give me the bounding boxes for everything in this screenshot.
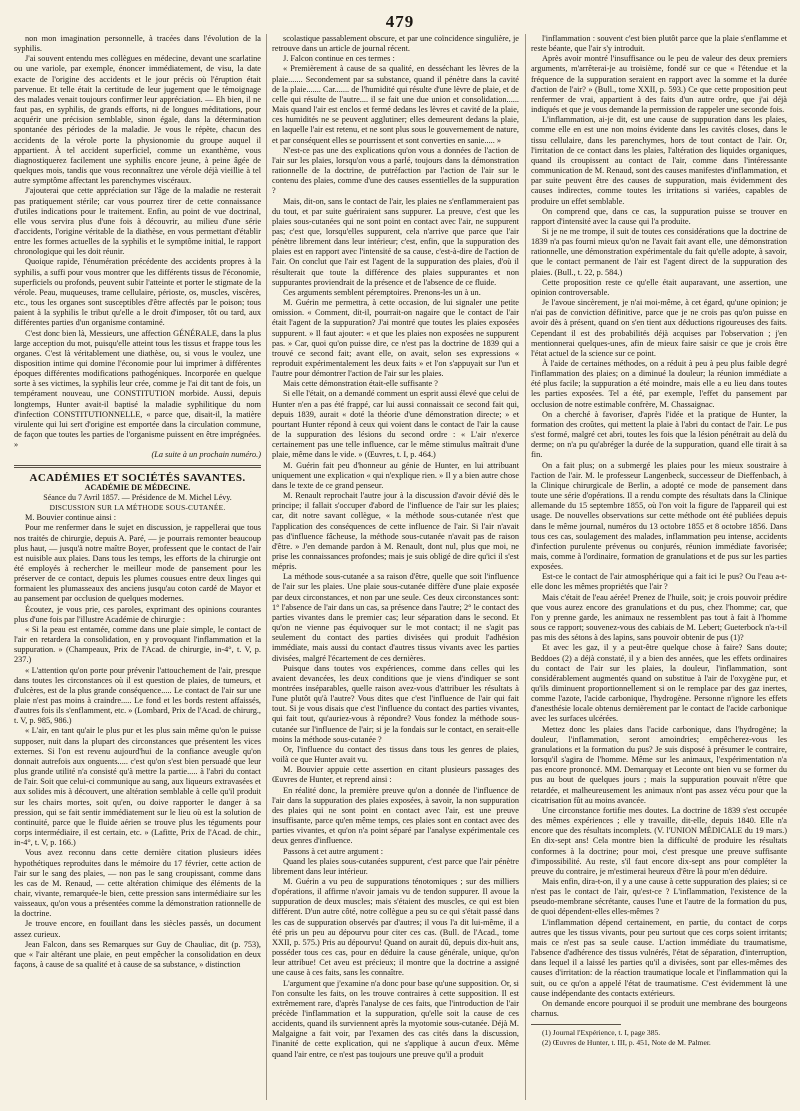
paragraph: « L'attention qu'on porte pour prévenir l'attouchement de l'air, presque dans toutes les circonstances où il est question de plaies, de tumeurs, et d'ulcères, est de la plus grande conséquence..... Le contact de l'air sur une plaie n'est pas moins à craindre..... Le fond et les bords restent affaissés, d'autres fois ils s'enflamment, etc. » (Lombard, Prix de l'Acad. de chirurg., t. V, p. 985, 986.) bbox=[14, 665, 261, 726]
paragraph: On a fait plus; on a submergé les plaies pour les mieux soustraire à l'action de l'air. M. le professeur Langenbeck, successeur de Dieffenbach, à la Clinique chirurgicale de Berlin, a adopté ce mode de pansement dans toute une série d'opérations. Il a rendu compte des résultats dans la Clinique allemande du 15 septembre 1855, où l'on voit la figure de l'appareil qui est usage. De nouvelles observations sur cette méthode ont été publiées depuis dans le même journal, numéros du 13 octobre 1855 et 8 octobre 1856. Dans tous ces cas, soulagement des malades, inflammation peu intense, accidents d'infection purulente prévenus ou conjurés, réunion immédiate favorisée; mais, comme à l'ordinaire, formation de granulations et de pus sur les parties exposées. bbox=[531, 460, 787, 572]
paragraph: « Premièrement à cause de sa qualité, en desséchant les lèvres de la plaie....... Secondement par sa substance, quand il pénètre dans la cavité de la plaie....... Car....... de l'humidité qui résulte d'une lèvre de plaie, et de celle qui résulte de l'autre.... il se fait une due union et consolidation...... Mais quand l'air est enclos et fermé dedans les lèvres et cavité de la plaie, ces humidités ne se peuvent agglutiner; elles demeurent dedans la plaie, en laquelle l'air est retenu, et ne sont plus sous le gouvernement de nature, et par conséquent elles se pourrissent et sont converties en sanie..... » bbox=[272, 64, 519, 145]
paragraph: On demande encore pourquoi il se produit une membrane des bourgeons charnus. bbox=[531, 998, 787, 1018]
paragraph: L'inflammation, ai-je dit, est une cause de suppuration dans les plaies, comme elle en est une non moins évidente dans les cavités closes, dans le tissu cellulaire, dans les parenchymes, hors de tout contact de l'air. Or, l'irritation de ce contact dans les plaies, l'altération des liquides organiques, quand ils croupissent au contact de l'air, comme dans l'intéressante communication de M. Renaud, sont des causes manifestes d'inflammation, et par suite peuvent être des causes de suppuration, mais évidemment des causes indirectes, comme toutes les irritations si variées, capables de produire un effet semblable. bbox=[531, 115, 787, 206]
paragraph: Vous avez reconnu dans cette dernière citation plusieurs idées hypothétiques reproduites dans le mémoire du 17 février, cette action de l'air sur le sang des plaies, — non pas le sang croupissant, comme dans les cas de M. Renaud, — cette altération chimique des éléments de la chair, vivante, remarquée-le bien, cette pression sans intermédiaire sur les vaisseaux, qu'on vous a présentées comme la démonstration rationnelle de la doctrine. bbox=[14, 848, 261, 919]
paragraph: À l'aide de certaines méthodes, on a réduit à peu à peu plus faible degré l'inflammation des plaies; on a diminué la douleur; la réunion immédiate a été plus facile; la suppuration a été moindre, mais elle a eu lieu dans toutes les parties exposées. Tel a été, par exemple, l'effet du pansement par occlusion de notre estimable confrère, M. Chassaignac. bbox=[531, 359, 787, 409]
paragraph: Jean Falcon, dans ses Remarques sur Guy de Chauliac, dit (p. 753), que « l'air altérant une plaie, en peut empêcher la consolidation en deux façons, à cause de sa qualité et à cause de sa substance, » distinction bbox=[14, 939, 261, 970]
session-line: Séance du 7 Avril 1857. — Présidence de M. Michel Lévy. bbox=[43, 492, 232, 502]
paragraph: L'argument que j'examine n'a donc pour base qu'une supposition. Or, si l'on consulte les faits, on les trouve contraires à cette supposition. Il est extrêmement rare, d'après l'analyse de ces faits, que l'introduction de l'air précède l'inflammation et la suppuration, qu'elle soit la cause de ces accidents, quand ils surviennent après la myotomie sous-cutanée. Déjà M. Malgaigne a fait voir, par l'examen des cas cités dans la discussion, l'inanité de cette explication, qui ne s'applique à aucun d'eux. Même quand l'air entre, ce n'est pas toujours une preuve qu'il a produit bbox=[272, 978, 519, 1059]
paragraph: Après avoir montré l'insuffisance ou le peu de valeur des deux premiers arguments, m'arrêterai-je au troisième, fondé sur ce que « l'étendue et la fréquence de la suppuration seraient en rapport avec la somme et la durée d'action de l'air? » (Bull., tome XXII, p. 593.) Ce que cette proposition peut renfermer de vrai, appartient à des faits d'un autre ordre, que j'ai déjà indiqués et que je vous demande la permission de rappeler une seconde fois. bbox=[531, 54, 787, 115]
paragraph: Si elle l'était, on a demandé comment un esprit aussi élevé que celui de Hunter n'en a pas été frappé, car lui aussi connaissait ce second fait qui, depuis 1839, aurait « doté la théorie d'une démonstration directe; » et pourtant Hunter répond à ceux qui voient dans le contact de l'air la cause de la suppuration des lésions du second ordre : « L'air n'exerce certainement pas une telle influence, car le même stimulus maîtrait d'une plaie, même dans le vide. » (Œuvres, t. I, p. 464.) bbox=[272, 389, 519, 460]
middle-column bbox=[272, 34, 519, 1104]
footnote: (2) Œuvres de Hunter, t. III, p. 451, Note de M. Palmer. bbox=[542, 1037, 711, 1047]
paragraph: N'est-ce pas une des explications qu'on vous a données de l'action de l'air sur les plaies, lorsqu'on vous a parlé, toujours dans la démonstration rationnelle de la doctrine, de putréfaction par l'action de l'air sur le contenu des plaies, comme d'une des causes essentielles de la suppuration ? bbox=[272, 145, 519, 196]
paragraph: Mais cette démonstration était-elle suffisante ? bbox=[283, 379, 438, 389]
page-number: 479 bbox=[385, 12, 415, 31]
paragraph: Pour me renfermer dans le sujet en discussion, je rappellerai que tous nos traités de chirurgie, depuis A. Paré, — je pourrais remonter beaucoup plus haut, — jusqu'à notre maître Boyer, professent que le contact de l'air est nuisible aux plaies. Dans tous les temps, les efforts de la chirurgie ont été employés à rechercher le meilleur mode de pansement pour les préserver de ce contact, depuis les plumes cousues entre deux linges qui formaient les plumasseaux des anciens jusqu'au coton cardé de Mayor et au pansement par occlusion de quelques modernes. bbox=[14, 523, 261, 604]
paragraph: Passons à cet autre argument : bbox=[283, 846, 384, 856]
paragraph: Quoique rapide, l'énumération précédente des accidents propres à la syphilis, a suffi pour vous montrer que les différents tissus de l'économie, superficiels ou profonds, peuvent subir l'atteinte et porter le stigmate de la vérole. Peau, muqueuses, trame cellulaire, périoste, os, muscles, viscères, etc., tous les organes sont susceptibles d'être affectés par le poison; tous paient à la syphilis le tribut qu'elle a le droit d'imposer, tôt ou tard, aux différentes parties d'un organisme contaminé. bbox=[14, 257, 261, 328]
paragraph: « L'air, en tant qu'air le plus pur et les plus sain même qu'on le puisse supposer, nuit dans la plupart des circonstances que présentent les vices externes. Si l'on est revenu aujourd'hui de la confiance aveugle qu'on donnait autrefois aux onguents..... c'est qu'on s'est bien persuadé que leur plus grande utilité n'a consisté qu'à mettre la partie..... à l'abri du contact de l'air. Soit que celui-ci communique au sang, aux liqueurs extravasées et aux solides mis à découvert, une altération semblable à celle qu'il produit sur les chairs mortes, soit qu'en, ou doive rapporter le danger à sa pression, qui se fait sentir immédiatement sur le lieu où est la solution de continuité, parce que le fluide aérien se trouve plus les téguments pour corps intermédiaire, il est certain, etc. » (Lafitte, Prix de l'Acad. de chir., in-4°, t. V, p. 166.) bbox=[14, 726, 261, 848]
paragraph: La méthode sous-cutanée a sa raison d'être, quelle que soit l'influence de l'air sur les plaies. Une plaie sous-cutanée diffère d'une plaie exposée par deux circonstances, et non par une seule. Ces deux circonstances sont: 1° l'absence de l'air dans un cas, sa présence dans l'autre; 2° le contact des parties vivantes dans le premier cas; leur séparation dans le second. Et qu'on ne vienne pas équivoquer sur le mot contact; il ne s'agit pas seulement du contact des parties divisées qui produit l'adhésion immédiate, mais aussi du contact d'autres tissus vivants avec les parties divisées, malgré l'écartement de ces dernières. bbox=[272, 572, 519, 663]
paragraph: Or, l'influence du contact des tissus dans tous les genres de plaies, voilà ce que Hunter avait vu. bbox=[272, 744, 519, 765]
paragraph: Une circonstance fortifie mes doutes. La doctrine de 1839 s'est occupée des mêmes expériences ; elle y travaille, dit-elle, depuis 1840. Elle n'a encore que des résultats incomplets. (V. l'UNION MÉDICALE du 19 mars.) En dix-sept ans! Cela montre bien la difficulté de produire les résultats conformes à la doctrine; pour moi, c'est presque une preuve suffisante d'impossibilité. Au reste, s'il faut encore dix-sept ans pour compléter la preuve du contraire, je m'estimerai heureux d'être là pour m'en déduire. bbox=[531, 805, 787, 876]
society-heading: ACADÉMIE DE MÉDECINE. bbox=[84, 482, 191, 492]
paragraph: M. Bouvier appuie cette assertion en citant plusieurs passages des Œuvres de Hunter, et reprend ainsi : bbox=[272, 765, 519, 785]
paragraph: scolastique passablement obscure, et par une coïncidence singulière, je retrouve dans un article de journal récent. bbox=[272, 34, 519, 54]
paragraph: Est-ce le contact de l'air atmosphérique qui a fait ici le pus? Ou l'eau a-t-elle donc les mêmes propriétés que l'air ? bbox=[531, 572, 787, 592]
paragraph: Mettez donc les plaies dans l'acide carbonique, dans l'hydrogène; la douleur, l'inflammation, seront amoindries; empêcherez-vous les granulations et la formation du pus? Je suis disposé à présumer le contraire, lorsqu'il s'agira de l'homme. Même sur les animaux, l'expérimentation n'a pas encore prononcé. MM. Demarquay et Leconte ont bien vu se former du pus au bout de quelques jours ; mais la suppuration pouvait n'être que retardée, et malheureusement les animaux n'ont pas assez vécu pour que la cicatrisation fût au moins avancée. bbox=[531, 724, 787, 805]
paragraph: Et avec les gaz, il y a peut-être quelque chose à faire? Sans doute; Beddoes (2) a déjà constaté, il y a bien des années, que les effets ordinaires du contact de l'air sur les plaies, la douleur, l'inflammation, sont considérablement augmentés quand on substitue à l'air de l'oxygène pur, et qu'ils diminuent proportionnellement si on le remplace par des gaz inertes, comme l'azote, l'acide carbonique, l'hydrogène. Personne n'ignore les effets d'anesthésie locale obtenus dernièrement par le contact de l'acide carbonique avec les surfaces ulcérées. bbox=[531, 643, 787, 724]
paragraph: M. Guérin me permettra, à cette occasion, de lui signaler une petite omission. « Comment, dit-il, pourrait-on nagaire que le contact de l'air était l'agent de la suppuration? J'ai montré que toutes les plaies exposées suppurent. » Il faut ajouter: « et que les plaies non exposées ne suppurent pas. » Car, quoi qu'on puisse dire, ce n'est pas la doctrine de 1839 qui a trouvé ce second fait; avant elle, on avait, selon ses expressions « reproduit expérimentalement les deux faits » et l'on s'appuyait sur l'un et l'autre pour démontrer l'action de l'air sur les plaies. bbox=[272, 298, 519, 379]
paragraph: Écoutez, je vous prie, ces paroles, exprimant des opinions courantes plus d'une fois par l'illustre Académie de chirurgie : bbox=[14, 604, 261, 624]
paragraph: Quand les plaies sous-cutanées suppurent, c'est parce que l'air pénètre librement dans leur intérieur. bbox=[272, 856, 519, 876]
paragraph: M. Guérin a vu peu de suppurations ténotomiques ; sur des milliers d'opérations, il affirme n'avoir jamais vu de tendon suppurer. Il avoue la suppuration de deux muscles; mais s'étaient des muscles, ce qui est bien différent. D'un autre côté, notre collègue a peu su ce qui s'était passé dans les cas de suppuration observés par d'autres; il vous l'a dit lui-même, il a été pris un peu au dépourvu pour citer ces cas. (Bull. de l'Acad., tome XXII, p. 575.) Pris au dépourvu! Quand on aurait dû, depuis dix-huit ans, posséder tous ces cas, pour en déduire la cause générale, unique, qu'on leur attribue! Cet aveu est précieux; il montre que la doctrine a assigné une cause à ces faits, sans les connaître. bbox=[272, 876, 519, 978]
paragraph: J. Falcon continue en ces termes : bbox=[283, 54, 395, 64]
paragraph: Cette proposition reste ce qu'elle était auparavant, une assertion, une opinion controversable. bbox=[531, 277, 787, 297]
paragraph: M. Renault reprochait l'autre jour à la discussion d'avoir dévié dès le principe; il fallait s'occuper d'abord de l'influence de l'air sur les plaies; car, dit notre savant collègue, « la méthode sous-cutanée n'est que l'application des conséquences de cette influence de l'air. Si l'air n'avait pas d'influence fâcheuse, la méthode sous-cutanée n'avait pas de raison d'être. » J'en demande pardon à M. Renault, dont nul, plus que moi, ne prise les connaissances profondes; mais je suis obligé de dire qu'ici il s'est mépris. bbox=[272, 491, 519, 572]
paragraph: Ces arguments semblent péremptoires. Prenons-les un à un. bbox=[283, 287, 481, 297]
paragraph: Je l'avoue sincèrement, je n'ai moi-même, à cet égard, qu'une opinion; je n'ai pas de conviction définitive, parce que je ne crois pas qu'on puisse en avoir dès à présent, quand on s'en tient aux déductions rigoureuses des faits. Cependant il est des probabilités déjà acquises par l'observation ; j'en mentionnerai quelques-unes, afin de mieux faire saisir ce que je crois être l'état actuel de la science sur ce point. bbox=[531, 298, 787, 358]
paragraph: M. Guérin fait peu d'honneur au génie de Hunter, en lui attribuant uniquement une explication « qui n'explique rien. » Il y a bien autre chose dans le texte de ce grand penseur. bbox=[272, 460, 519, 490]
paragraph: Je trouve encore, en fouillant dans les siècles passés, un document assez curieux. bbox=[14, 919, 261, 939]
section-title: ACADÉMIES ET SOCIÉTÉS SAVANTES. bbox=[29, 471, 246, 484]
column-divider bbox=[266, 34, 267, 1100]
footnote: (1) Journal l'Expérience, t. I, page 385. bbox=[542, 1028, 661, 1038]
discussion-heading: DISCUSSION SUR LA MÉTHODE SOUS-CUTANÉE. bbox=[49, 503, 226, 513]
paragraph: J'ajouterai que cette appréciation sur l'âge de la maladie ne resterait pas pratiquement stérile; car vous pourrez tirer de cette connaissance d'utiles indications pour le traitement. Enfin, au point de vue doctrinal, elle vous servira plus d'une fois à découvrir, au milieu d'une série d'accidents, l'origine véritable de la diathèse, en vous permettant d'établir entre les formes actuelles de la syphilis et le symptôme initial, le rapport chronologique qui les doit réunir. bbox=[14, 186, 261, 257]
paragraph: En réalité donc, la première preuve qu'on a donnée de l'influence de l'air dans la suppuration des plaies exposées, à savoir, la non suppuration des plaies qui ne sont point en contact avec l'air, est une preuve insuffisante, parce qu'en même temps, ces plaies sont en contact avec des parties vivantes, et qu'on n'a point séparé par l'analyse expérimentale ces deux genres d'influence. bbox=[272, 785, 519, 846]
section-divider bbox=[14, 467, 261, 468]
section-divider bbox=[14, 465, 261, 466]
paragraph: non mon imagination personnelle, à tracées dans l'évolution de la syphilis. bbox=[14, 34, 261, 54]
paragraph: l'inflammation : souvent c'est bien plutôt parce que la plaie s'enflamme et reste béante, que l'air s'y introduit. bbox=[531, 34, 787, 54]
left-column bbox=[14, 34, 261, 1104]
paragraph: On comprend que, dans ce cas, la suppuration puisse se trouver en rapport d'intensité avec la cause qui l'a produite. bbox=[531, 206, 787, 226]
right-column bbox=[531, 34, 787, 1104]
paragraph: Mais c'était de l'eau aérée! Prenez de l'huile, soit; je crois pouvoir prédire que vous aurez encore des granulations et du pus, chez l'homme; car, que l'on y prenne garde, les animaux ne ressemblent pas tout à fait à l'homme sous ce rapport; souvenez-vous des cabiais de M. Lebert; Gueterbock n'a-t-il pas mis des sétons à des lapins, sans pouvoir obtenir de pus (1)? bbox=[531, 592, 787, 643]
column-divider bbox=[525, 34, 526, 1100]
paragraph: M. Bouvier continue ainsi : bbox=[25, 513, 117, 523]
paragraph: Mais, dit-on, sans le contact de l'air, les plaies ne s'enflammeraient pas du tout, et par suite guériraient sans suppurer. La preuve, c'est que les plaies sous-cutanées qui ne sont point en contact avec l'air, ne suppurent pas; c'est que, lorsqu'elles suppurent, cela n'arrive que parce que l'air pénètre librement dans leur intérieur; c'est, enfin, que la suppuration des plaies est en rapport avec l'intensité de sa cause, c'est-à-dire de l'action de l'air. On conclut que l'air est l'agent de la suppuration des plaies, d'où il résulterait que toute la différence des plaies suppurantes et non suppurantes proviendrait de la présence et de l'absence de ce fluide. bbox=[272, 196, 519, 287]
paragraph: J'ai souvent entendu mes collègues en médecine, devant une scarlatine ou une variole, par exemple, énoncer immédiatement, de visu, la date exacte de l'origine des accidents et le jour précis où l'éruption était parvenue. Et telle était la certitude de leur jugement que le témoignage des malades venait toujours confirmer leur appréciation. — Eh bien, il ne faut pas, en syphilis, de grands efforts, ni de longues méditations, pour acquérir une précision semblable, sinon égale, dans la détermination spontanée des périodes de la maladie. Je vous le répète, chacun des accidents de la vérole porte la physionomie du groupe auquel il appartient. À tel accident superficiel, comme un exanthème, vous diagnostiquerez facilement une syphilis encore jeune, à peine âgée de quelques mois, tandis que vous reconnaîtrez une vérole déjà vieillie à tel autre symptôme affectant les parenchymes viscéraux. bbox=[14, 54, 261, 186]
paragraph: « Si la peau est entamée, comme dans une plaie simple, le contact de l'air en retardera la consolidation, en y provoquant l'inflammation et la suppuration. » (Champeaux, Prix de l'Acad. de chirurgie, in-4°, t. V, p. 237.) bbox=[14, 624, 261, 665]
paragraph: C'est donc bien là, Messieurs, une affection GÉNÉRALE, dans la plus large acception du mot, puisqu'elle atteint tous les tissus et frappe tous les organes. C'est là véritablement une diathèse, ou, si vous le voulez, une disposition intime qui domine l'économie pour lui imprimer à différentes époques différentes modifications pathogéniques. Incorporée en quelque sorte à ses victimes, la syphilis leur crée, comme je l'ai dit tant de fois, un tempérament nouveau, une CONSTITUTION morbide. Aussi, depuis longtemps, Hunter avait-il baptisé la maladie syphilitique du nom d'infection CONSTITUTIONNELLE, « parce que, disait-il, la matière virulente qui lui sert d'origine est emportée dans la circulation commune, de façon que toutes les parties de l'organisme puissent en être imprégnées. » bbox=[14, 328, 261, 450]
footnote-divider bbox=[531, 1024, 621, 1025]
paragraph: Si je ne me trompe, il suit de toutes ces considérations que la doctrine de 1839 n'a pas fourni mieux qu'on ne l'avait fait avant elle, une démonstration rationnelle, une démonstration expérimentale du fait qu'elle adopte, à savoir, que le contact permanent de l'air est l'agent direct de la suppuration des plaies. (Bull., t. 22, p. 584.) bbox=[531, 226, 787, 277]
paragraph: On a cherché à favoriser, d'après l'idée et la pratique de Hunter, la formation des croûtes, qui mettent la plaie à l'abri du contact de l'air. Le pus s'est formé, malgré cet abri, toutes les fois que la lésion pénétrait au delà du derme; on n'a pu qu'abréger la durée de la suppuration, quand elle tirait à sa fin. bbox=[531, 409, 787, 460]
paragraph: Puisque dans toutes vos expériences, comme dans celles qui les avaient devancées, les deux conditions que je viens d'indiquer se sont montrées inséparables, quelle raison avez-vous d'attribuer les résultats à l'une plutôt qu'à l'autre? Vous dites que c'est l'influence de l'air qui fait tout. Si je vous disais que c'est l'influence du contact des parties vivantes, qui fait tout, qu'auriez-vous à répondre? Vous fondez la méthode sous-cutanée sur l'influence de l'air; si je la fondais sur le contact, en serait-elle moins la méthode sous-cutanée ? bbox=[272, 663, 519, 744]
paragraph: L'inflammation dépend certainement, en partie, du contact de corps autres que les tissus vivants, pour peu surtout que ces corps soient irritants; mais ce n'est pas sa seule cause. L'action immédiate du traumatisme, l'absence d'adhérence des tissus vulnérés, l'état de séparation, d'interruption, dans lequel il a laissé les parties qu'il a divisées, sont par elles-mêmes des causes d'irritation: de la réaction traumatique locale et l'inflammation qui la suit, ou ce qu'on a appelé l'état de traumatisme. C'est évidemment là une cause indépendante des contacts extérieurs. bbox=[531, 917, 787, 998]
continued-note: (La suite à un prochain numéro.) bbox=[151, 450, 261, 460]
paragraph: Mais enfin, dira-t-on, il y a une cause à cette suppuration des plaies; si ce n'est pas le contact de l'air, qu'est-ce ? L'inflammation, l'existence de la pseudo-membrane sécrétante, causes l'une et l'autre de la formation du pus, de quoi dépendent-elles elles-mêmes ? bbox=[531, 876, 787, 917]
